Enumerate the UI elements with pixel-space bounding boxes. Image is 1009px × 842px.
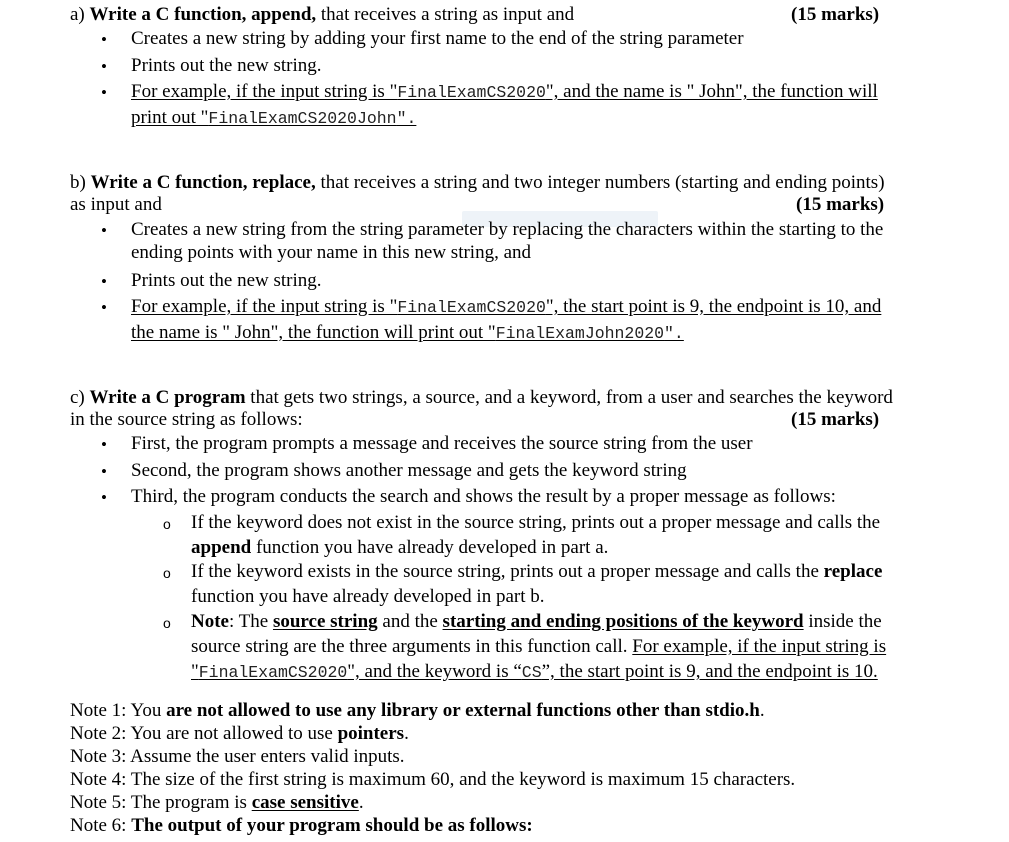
circle-bullet-icon: o — [163, 615, 171, 631]
part-a-bullet-2: Prints out the new string. — [131, 55, 322, 76]
part-a-bullet-1: Creates a new string by adding your first name to the end of the string parameter — [131, 28, 744, 49]
bullet-icon: • — [101, 221, 107, 240]
part-b-bullet-1-line-2: ending points with your name in this new string, and — [131, 242, 532, 263]
part-c-heading: c) Write a C program that gets two strings, a source, and a keyword, from a user and searches the keyword — [70, 387, 893, 408]
part-b-example-line-1: For example, if the input string is "FinalExamCS2020", the start point is 9, the endpoint is 10, and — [131, 296, 882, 317]
part-c-sub-2-line-2: function you have already developed in part b. — [191, 586, 545, 607]
part-a-example-line-1: For example, if the input string is "FinalExamCS2020", and the name is " John", the function will — [131, 81, 878, 102]
part-b-bullet-2: Prints out the new string. — [131, 270, 322, 291]
part-c-bullet-3: Third, the program conducts the search and shows the result by a proper message as follows: — [131, 486, 836, 507]
note-6: Note 6: The output of your program should be as follows: — [70, 815, 533, 836]
part-c-sub-2-line-1: If the keyword exists in the source string, prints out a proper message and calls the replace — [191, 561, 883, 582]
bullet-icon: • — [101, 435, 107, 454]
bullet-icon: • — [101, 83, 107, 102]
part-c-sub-1-line-2: append function you have already developed in part a. — [191, 537, 609, 558]
bullet-icon: • — [101, 462, 107, 481]
part-c-marks: (15 marks) — [791, 409, 880, 430]
part-c-bullet-2: Second, the program shows another message and gets the keyword string — [131, 460, 687, 481]
part-b-example-line-2: the name is " John", the function will print out "FinalExamJohn2020". — [131, 322, 684, 343]
part-a-heading: a) Write a C function, append, that receives a string as input and — [70, 4, 575, 25]
note-3: Note 3: Assume the user enters valid inputs. — [70, 746, 405, 767]
part-a-example-line-2: print out "FinalExamCS2020John". — [131, 107, 417, 128]
bullet-icon: • — [101, 298, 107, 317]
part-a-marks: (15 marks) — [791, 4, 880, 25]
part-b-bullet-1-line-1: Creates a new string from the string parameter by replacing the characters within the starting to the — [131, 219, 884, 240]
note-1: Note 1: You are not allowed to use any library or external functions other than stdio.h. — [70, 700, 765, 721]
note-4: Note 4: The size of the first string is maximum 60, and the keyword is maximum 15 characters. — [70, 769, 796, 790]
part-c-sub-1-line-1: If the keyword does not exist in the source string, prints out a proper message and calls the — [191, 512, 881, 533]
part-b-heading-line-2: as input and — [70, 194, 162, 215]
part-c-sub-3-line-3: "FinalExamCS2020", and the keyword is “CS”, the start point is 9, and the endpoint is 10. — [191, 661, 878, 682]
bullet-icon: • — [101, 30, 107, 49]
bullet-icon: • — [101, 488, 107, 507]
circle-bullet-icon: o — [163, 516, 171, 532]
bullet-icon: • — [101, 57, 107, 76]
note-2: Note 2: You are not allowed to use pointers. — [70, 723, 409, 744]
part-b-marks: (15 marks) — [796, 194, 885, 215]
part-c-bullet-1: First, the program prompts a message and receives the source string from the user — [131, 433, 753, 454]
part-c-heading-line-2: in the source string as follows: — [70, 409, 303, 430]
bullet-icon: • — [101, 272, 107, 291]
part-c-sub-3-line-2: source string are the three arguments in this function call. For example, if the input string is — [191, 636, 887, 657]
note-5: Note 5: The program is case sensitive. — [70, 792, 364, 813]
circle-bullet-icon: o — [163, 565, 171, 581]
part-b-heading: b) Write a C function, replace, that receives a string and two integer numbers (starting and ending points) — [70, 172, 885, 193]
part-c-sub-3-line-1: Note: The source string and the starting and ending positions of the keyword inside the — [191, 611, 882, 632]
